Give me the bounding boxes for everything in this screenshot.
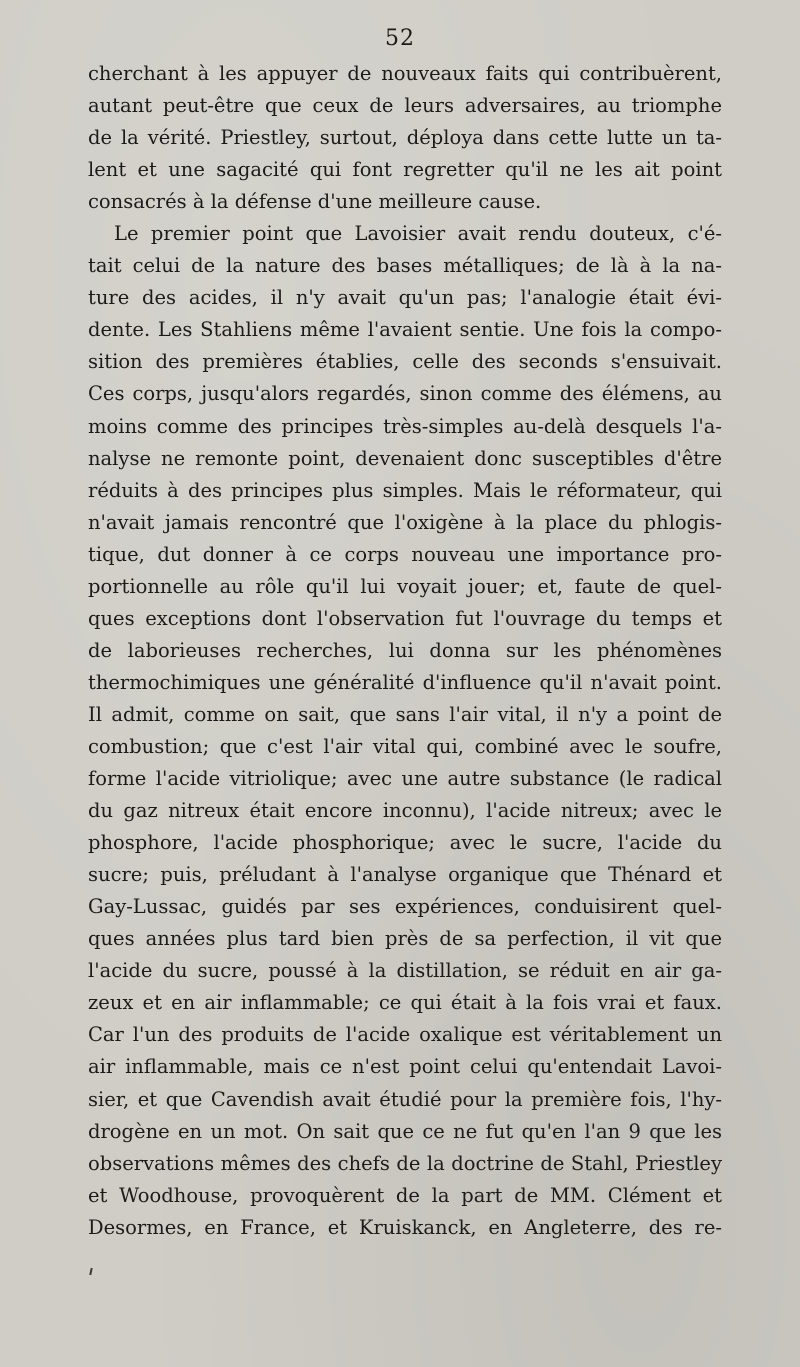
text-line: lent et une sagacité qui font regretter qu'il ne les ait point	[88, 158, 722, 182]
text-line: Car l'un des produits de l'acide oxalique est véritablement un	[88, 1023, 722, 1047]
text-line: ques années plus tard bien près de sa perfection, il vit que	[88, 927, 722, 951]
text-line: combustion; que c'est l'air vital qui, combiné avec le soufre,	[88, 734, 722, 758]
text-line: sier, et que Cavendish avait étudié pour la première fois, l'hy-	[88, 1087, 722, 1111]
body-text	[88, 58, 722, 1244]
text-line: forme l'acide vitriolique; avec une autre substance (le radical	[88, 767, 722, 791]
text-line: moins comme des principes très-simples au-delà desquels l'a-	[88, 414, 722, 438]
text-line: de laborieuses recherches, lui donna sur les phénomènes	[88, 638, 722, 662]
page-number: 52	[385, 26, 415, 51]
text-line: et Woodhouse, provoquèrent de la part de MM. Clément et	[88, 1183, 722, 1207]
text-line: portionnelle au rôle qu'il lui voyait jouer; et, faute de quel-	[88, 574, 722, 598]
text-line: Le premier point que Lavoisier avait rendu douteux, c'é-	[114, 222, 722, 246]
text-line: ques exceptions dont l'observation fut l'ouvrage du temps et	[88, 606, 722, 630]
text-line: drogène en un mot. On sait que ce ne fut qu'en l'an 9 que les	[88, 1119, 722, 1143]
text-line: Il admit, comme on sait, que sans l'air vital, il n'y a point de	[88, 702, 722, 726]
text-line: l'acide du sucre, poussé à la distillation, se réduit en air ga-	[88, 959, 722, 983]
text-line: sition des premières établies, celle des seconds s'ensuivait.	[88, 350, 722, 374]
text-line: Ces corps, jusqu'alors regardés, sinon comme des élémens, au	[88, 382, 722, 406]
text-line: sucre; puis, préludant à l'analyse organique que Thénard et	[88, 863, 722, 887]
text-line: air inflammable, mais ce n'est point celui qu'entendait Lavoi-	[88, 1055, 722, 1079]
text-line: tait celui de la nature des bases métalliques; de là à la na-	[88, 254, 722, 278]
text-line: tique, dut donner à ce corps nouveau une importance pro-	[88, 542, 722, 566]
ink-speck	[89, 1268, 92, 1275]
text-line: phosphore, l'acide phosphorique; avec le sucre, l'acide du	[88, 831, 722, 855]
text-line: thermochimiques une généralité d'influence qu'il n'avait point.	[88, 670, 722, 694]
text-line: du gaz nitreux était encore inconnu), l'acide nitreux; avec le	[88, 799, 722, 823]
text-line: observations mêmes des chefs de la doctrine de Stahl, Priestley	[88, 1151, 722, 1175]
text-line: dente. Les Stahliens même l'avaient sentie. Une fois la compo-	[88, 318, 722, 342]
text-line: Gay-Lussac, guidés par ses expériences, conduisirent quel-	[88, 895, 722, 919]
text-line: cherchant à les appuyer de nouveaux faits qui contribuèrent,	[88, 62, 722, 85]
text-line: nalyse ne remonte point, devenaient donc susceptibles d'être	[88, 446, 722, 470]
text-line: autant peut-être que ceux de leurs adversaires, au triomphe	[88, 94, 722, 118]
text-line: consacrés à la défense d'une meilleure cause.	[88, 190, 542, 214]
text-line: Desormes, en France, et Kruiskanck, en Angleterre, des re-	[88, 1215, 722, 1239]
text-line: de la vérité. Priestley, surtout, déploya dans cette lutte un ta-	[88, 126, 722, 150]
text-line: réduits à des principes plus simples. Mais le réformateur, qui	[88, 478, 722, 502]
text-line: n'avait jamais rencontré que l'oxigène à la place du phlogis-	[88, 510, 722, 534]
text-line: zeux et en air inflammable; ce qui était à la fois vrai et faux.	[88, 991, 722, 1015]
text-line: ture des acides, il n'y avait qu'un pas; l'analogie était évi-	[88, 286, 722, 310]
